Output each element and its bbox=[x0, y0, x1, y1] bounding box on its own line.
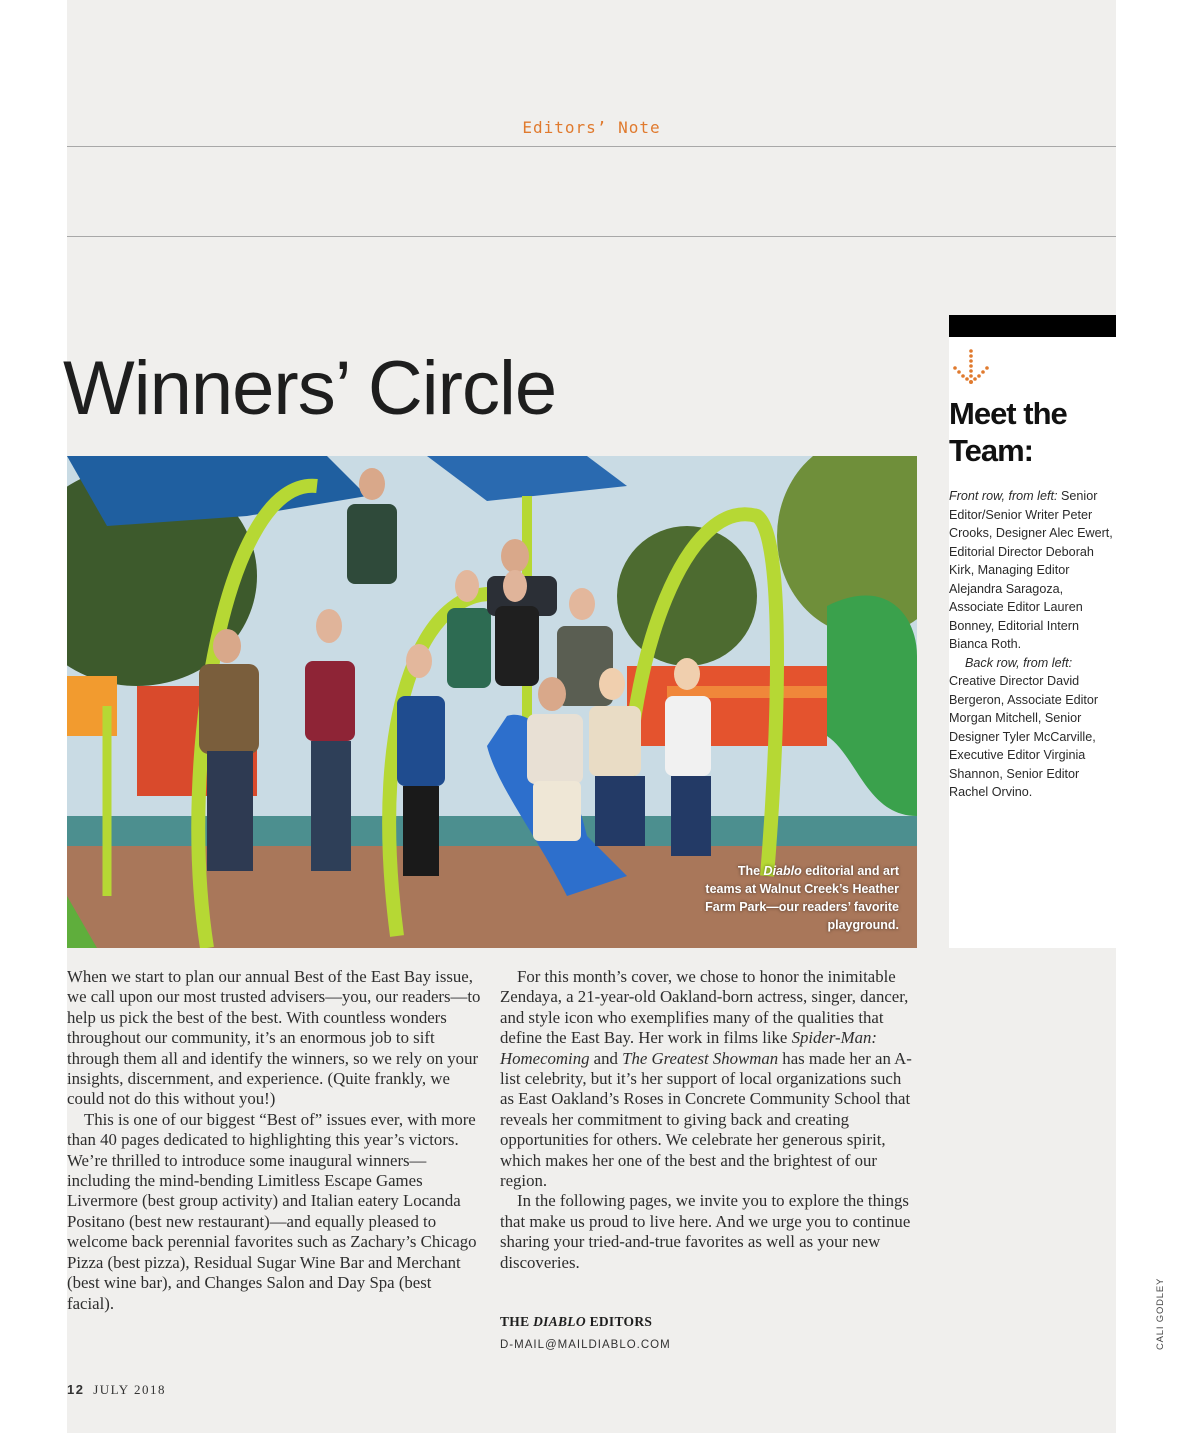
back-row-credits: Creative Director David Bergeron, Associate Editor Morgan Mitchell, Senior Designer Tyler McCarville, Executive Editor Virginia Shannon, Senior Editor Rachel Orvino. bbox=[949, 674, 1099, 799]
photo-caption: The Diablo editorial and art teams at Walnut Creek’s Heather Farm Park—our readers’ favorite playground. bbox=[705, 864, 899, 932]
body-paragraph: For this month’s cover, we chose to honor the inimitable Zendaya, a 21-year-old Oakland-born actress, singer, dancer, and style icon who exemplifies many of the qualities that define the East Bay. Her work in films like Spider-Man: Homecoming and The Greatest Showman has made her an A-list celebrity, but it’s her support of local organizations such as East Oakland’s Roses in Concrete Community School that reveals her commitment to giving back and creating opportunities for others. We celebrate her generous spirit, which makes her one of the best and the brightest of our region. bbox=[500, 967, 912, 1191]
sidebar-header-bar bbox=[949, 315, 1116, 337]
body-paragraph: When we start to plan our annual Best of the East Bay issue, we call upon our most trusted advisers—you, our readers—to help us pick the best of the best. With countless wonders throughout our community, it’s an enormous job to sift through them all and identify the winners, so we rely on your insights, discernment, and experience. (Quite frankly, we could not do this without you!) bbox=[67, 967, 481, 1109]
body-column-left bbox=[67, 967, 482, 1314]
page-title: Winners’ Circle bbox=[63, 346, 557, 431]
page-folio bbox=[67, 1382, 166, 1398]
magazine-page bbox=[63, 0, 1116, 1433]
sidebar-title: Meet the Team: bbox=[949, 396, 1067, 468]
body-paragraph: In the following pages, we invite you to explore the things that make us proud to live here. And we urge you to continue sharing your tried-and-true favorites as well as your new discoveries. bbox=[500, 1191, 911, 1272]
meet-the-team-sidebar bbox=[949, 315, 1116, 948]
front-row-credits: Front row, from left: Senior Editor/Senior Writer Peter Crooks, Designer Alec Ewert, Editorial Director Deborah Kirk, Managing Editor Alejandra Saragoza, Associate Editor Lauren Bonney, Editorial Intern Bianca Roth. bbox=[949, 489, 1113, 651]
body-paragraph: This is one of our biggest “Best of” issues ever, with more than 40 pages dedicated to highlighting this year’s victors. We’re thrilled to introduce some inaugural winners—including the mind-bending Limitless Escape Games Livermore (best group activity) and Italian eatery Locanda Positano (best new restaurant)—and equally pleased to welcome back perennial favorites such as Zachary’s Chicago Pizza (best pizza), Residual Sugar Wine Bar and Merchant (best wine bar), and Changes Salon and Day Spa (best facial). bbox=[67, 1109, 477, 1313]
issue-date: JULY 2018 bbox=[93, 1382, 166, 1397]
back-row-label: Back row, from left: bbox=[965, 655, 1073, 670]
divider-bottom bbox=[67, 236, 1116, 237]
team-photo bbox=[67, 456, 917, 948]
team-credits bbox=[949, 487, 1115, 802]
divider-top bbox=[67, 146, 1116, 147]
dotted-arrow-down-icon bbox=[953, 348, 989, 388]
signoff: THE DIABLO EDITORS bbox=[500, 1314, 653, 1329]
page-number: 12 bbox=[67, 1382, 85, 1397]
photo-credit: CALI GODLEY bbox=[1155, 1277, 1166, 1350]
contact-email[interactable]: D-MAIL@MAILDIABLO.COM bbox=[500, 1339, 671, 1351]
section-label: Editors’ Note bbox=[522, 118, 661, 137]
body-column-right bbox=[500, 967, 915, 1273]
